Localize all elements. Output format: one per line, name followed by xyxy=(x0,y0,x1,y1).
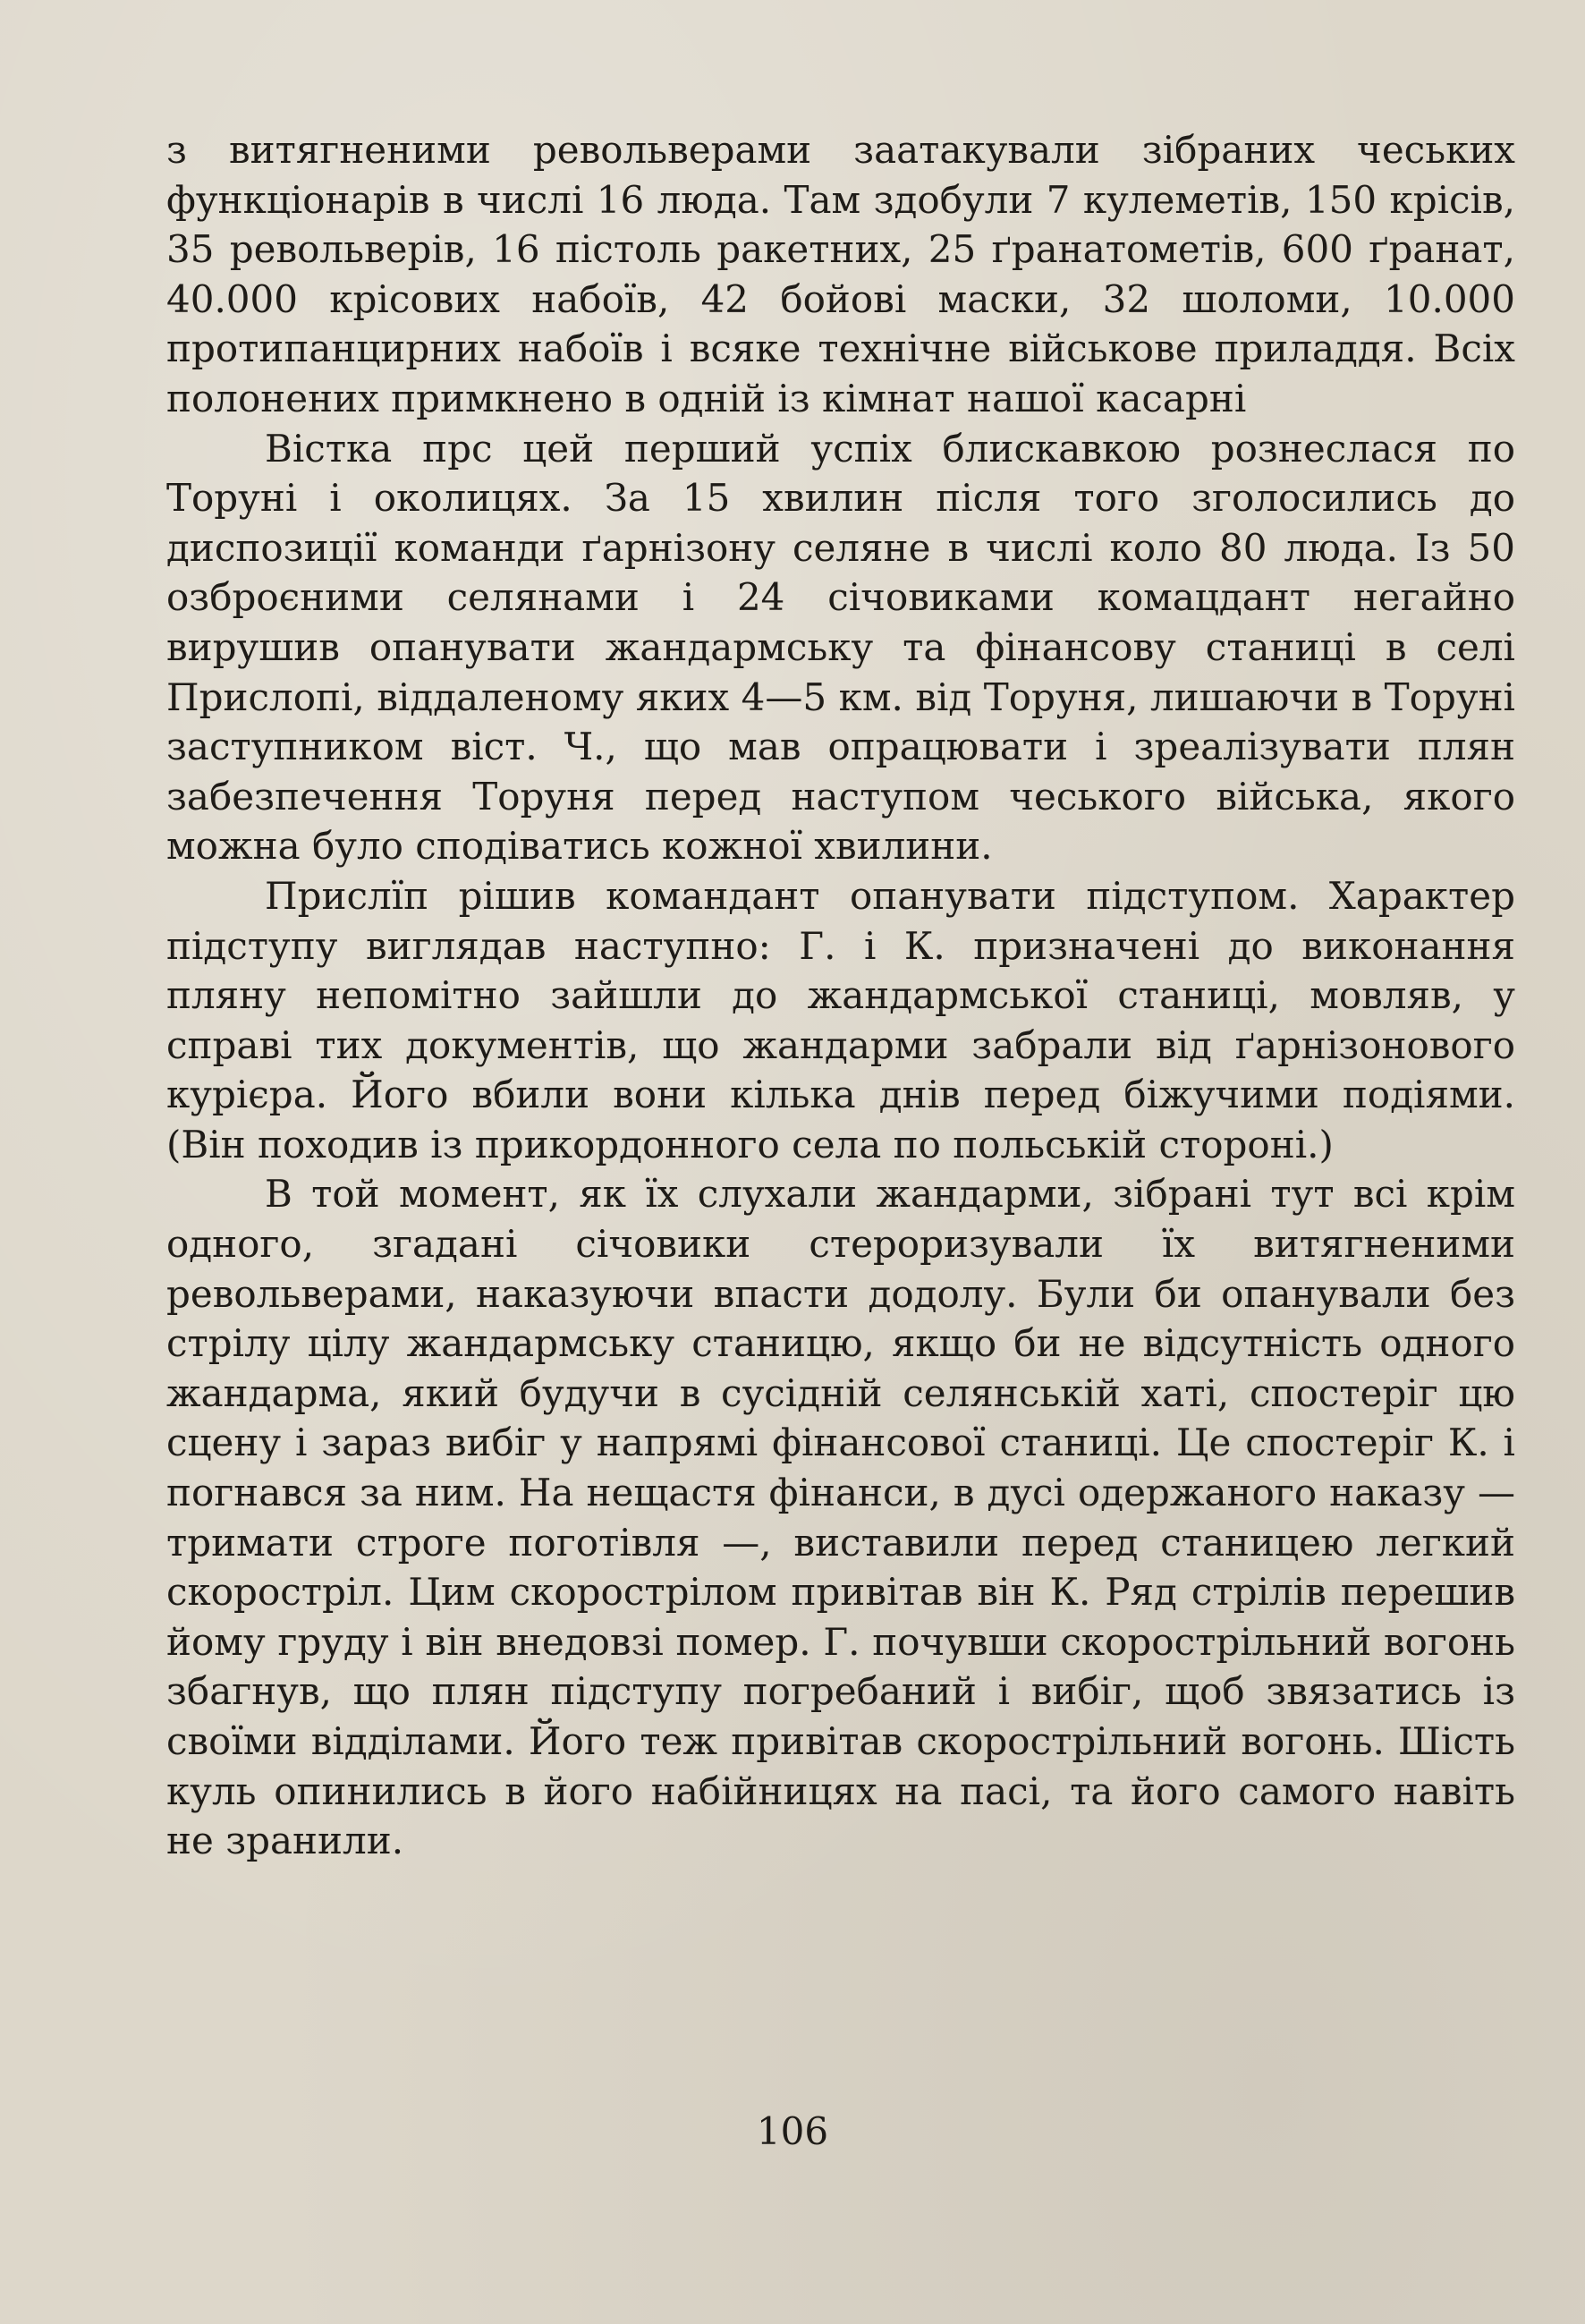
body-text xyxy=(166,125,1515,1866)
paragraph-4: В той момент, як їх слухали жандарми, зібрані тут всі крім одного, згадані січовики стероризували їх витягненими револьверами, наказуючи впасти додолу. Були би опанували без стрілу цілу жандармську станицю, якщо би не відсутність одного жандарма, який будучи в сусідній селянській хаті, спостеріг цю сцену і зараз вибіг у напрямі фінансової станиці. Це спостеріг К. і погнався за ним. На нещастя фінанси, в дусі одержаного наказу — тримати строге поготівля —, виставили перед станицею легкий скоростріл. Цим скорострілом привітав він К. Ряд стрілів перешив йому груду і він внедовзі помер. Г. почувши скорострільний вогонь збагнув, що плян підступу погребаний і вибіг, щоб звязатись із своїми відділами. Його теж привітав скорострільний вогонь. Шість куль опинились в його набійницях на пасі, та його самого навіть не зранили. xyxy=(166,1172,1515,1863)
page-number: 106 xyxy=(756,2109,829,2153)
paragraph-2: Вістка прс цей перший успіх блискавкою рознеслася по Торуні і околицях. За 15 хвилин після того зголосились до диспозиції команди ґарнізону селяне в числі коло 80 люда. Із 50 озброєними селянами і 24 січовиками комацдант негайно вирушив опанувати жандармську та фінансову станиці в селі Прислопі, віддаленому яких 4—5 км. від Торуня, лишаючи в Торуні заступником віст. Ч., що мав опрацювати і зреалізувати плян забезпечення Торуня перед наступом чеського війська, якого можна було сподіватись кожної хвилини. xyxy=(166,426,1515,869)
paragraph-1: з витягненими револьверами заатакували зібраних чеських функціонарів в числі 16 люда. Там здобули 7 кулеметів, 150 крісів, 35 револьверів, 16 пістоль ракетних, 25 ґранатометів, 600 ґранат, 40.000 крісових набоїв, 42 бойові маски, 32 шоломи, 10.000 протипанцирних набоїв і всяке технічне військове приладдя. Всіх полонених примкнено в одній із кімнат нашої касарні xyxy=(166,128,1515,420)
paragraph-3: Прислїп рішив командант опанувати підступом. Характер підступу виглядав наступно: Г. і К. призначені до виконання пляну непомітно зайшли до жандармської станиці, мовляв, у справі тих документів, що жандарми забрали від ґарнізонового курієра. Його вбили вони кілька днів перед біжучими подіями. (Він походив із прикордонного села по польській стороні.) xyxy=(166,873,1515,1166)
